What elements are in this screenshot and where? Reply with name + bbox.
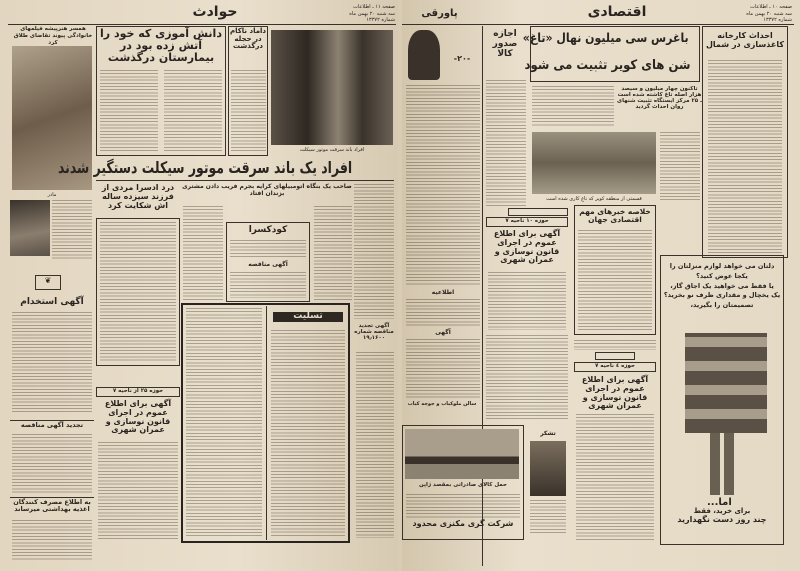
portrait-photo xyxy=(530,441,566,496)
page-info: صفحه ۱۰ ـ اطلاعات سه شنبه ۲۰ بهمن ماه شماره ۱۳۳۷۲ xyxy=(746,4,792,23)
kindergarten-title: کودکسرا xyxy=(248,225,288,235)
ad-heading: به اطلاع مصرف کنندگان اغذیه بهداشتی میرساند xyxy=(13,498,91,514)
headline: احداث کارخانه کاغذسازی در شمال xyxy=(705,31,784,49)
section-title: حوادث xyxy=(192,4,238,20)
ad-heading: حمل کالای صادراتی بمقصد ژاپن xyxy=(419,482,507,488)
ad-heading: سالن ملوکباب و جوجه کباب xyxy=(407,401,477,407)
notice-headline: آگهی برای اطلاع عموم در اجرای قانون نوسازی و عمران شهری xyxy=(104,399,172,435)
desert-photo xyxy=(532,132,656,194)
ad-bottom: اما... برای خرید، فقط چند روز دست نگهدارید xyxy=(677,497,767,524)
company-name: شرکت گری مکنزی محدود xyxy=(412,519,514,528)
ad-heading: آگهی مناقصه xyxy=(248,261,288,268)
suspects-photo xyxy=(271,30,393,145)
headline: داماد ناکام در حجله درگذشت xyxy=(229,27,267,51)
main-headline: باغرس سی میلیون نهال «تاغ» xyxy=(522,30,689,45)
district-box: حوزه ٤ ناحیه ۷ xyxy=(595,363,635,369)
ad-heading: اطلاعیه xyxy=(431,289,455,296)
logo-icon: ❦ xyxy=(35,275,61,290)
right-page xyxy=(402,0,800,571)
appliances-image xyxy=(685,333,767,433)
condolence-title: تسلیت xyxy=(273,312,343,322)
left-page xyxy=(0,0,398,571)
ad-heading: آگهی استخدام xyxy=(20,297,84,307)
headline: صاحب یک بنگاه اتومبیلهای کرایه بجرم فریب دادن مشتری بزندان افتاد xyxy=(182,183,352,197)
headline: درد ادسرا مردی از فرزند سیزده ساله اش شکایت کرد xyxy=(101,183,175,210)
legs-image xyxy=(702,433,742,495)
subheadline: تاکنون چهار میلیون و سیصد هزار اصله تاغ کاشته شده است ـ ۲۵ مرکز ایستگاه تثبیت شنهای روان احداث گردید xyxy=(617,86,702,111)
headline: دانش آموزی که خود را آتش زده بود در بیمارستان درگذشت xyxy=(100,27,222,65)
ad-heading: تشکر xyxy=(540,430,556,437)
notice-headline: آگهی برای اطلاع عموم در اجرای قانون نوسازی و عمران شهری xyxy=(581,375,649,411)
headline: خلاصه خبرهای مهم اقتصادی جهان xyxy=(579,207,651,225)
photo-caption: همسر هنرپیشه فیلمهای خانوادگی پیوند تقاضای طلاق کرد xyxy=(13,26,93,47)
serial-logo-icon xyxy=(408,30,440,80)
portrait-photo xyxy=(10,200,50,256)
photo-caption: افراد باند سرقت موتور سیکلت xyxy=(299,147,365,153)
ship-image xyxy=(405,429,519,479)
district-box: حوزه ۲۵ از ناحیه ۷ xyxy=(112,388,164,394)
district-box: حوزه ۱۰ ناحیه ۷ xyxy=(505,218,549,224)
serial-number: -۲۰- xyxy=(453,54,471,63)
photo-caption: قسمتی از منطقه کویر که تاغ کاری شده است xyxy=(546,196,642,202)
main-headline: شن های کویر تثبیت می شود xyxy=(524,58,691,73)
photo-caption-bottom: مادر xyxy=(47,192,57,198)
section-title: اقتصادی xyxy=(587,4,647,20)
notice-headline: آگهی برای اطلاع عموم در اجرای قانون نوسازی و عمران شهری xyxy=(493,229,561,265)
headline: اجازه صدور کالا xyxy=(492,29,518,59)
ad-text: دلتان می خواهد لوازم منزلتان را یکجا عوض کنید؟ یا فقط می خواهید یک اجاق گاز، یک یخچال و مقداری ظرف نو بخرید؟ تصمیمتان را بگیرید، xyxy=(663,262,781,309)
main-headline: افراد یک باند سرقت موتور سیکلت دستگیر شدند xyxy=(57,158,353,177)
page-info: صفحه ۱۱ ـ اطلاعات سه شنبه ۲۰ بهمن ماه شماره ۱۳۳۷۲ xyxy=(349,4,395,23)
tender-number: آگهی تجدید مناقصه شماره ۱۹٫۱۶۰۰ xyxy=(354,323,394,342)
serial-section-title: پاورقی xyxy=(421,8,458,19)
ad-heading: تجدید آگهی مناقصه xyxy=(20,421,84,429)
ad-heading: آگهی xyxy=(435,329,451,336)
